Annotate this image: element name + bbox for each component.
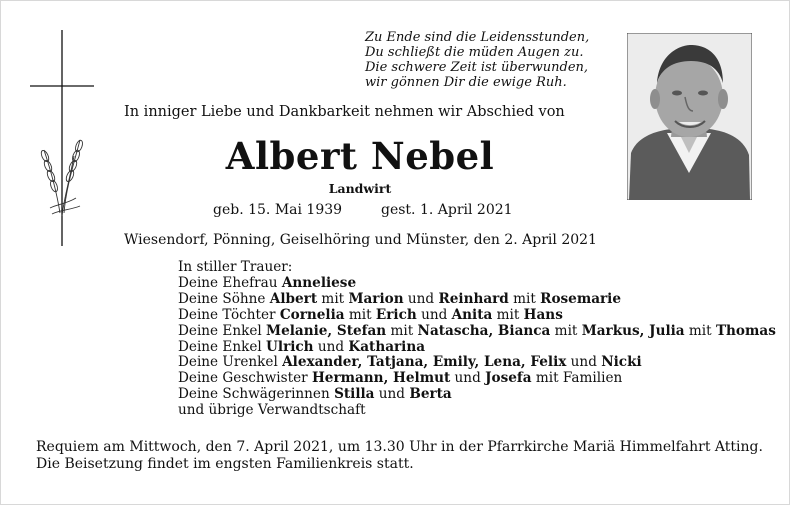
- mourner-relation: Deine Geschwister: [178, 370, 312, 387]
- mourner-line: [178, 292, 776, 308]
- mourner-name: Albert: [269, 290, 318, 307]
- mourner-name: Berta: [409, 386, 452, 403]
- poem-line: Die schwere Zeit ist überwunden,: [365, 60, 589, 75]
- deceased-occupation: Landwirt: [328, 181, 392, 196]
- mourners-list: [178, 260, 776, 419]
- mourner-relation: mit: [317, 290, 349, 307]
- mourner-relation: Deine Töchter: [178, 306, 280, 323]
- mourner-relation: und übrige Verwandtschaft: [178, 402, 366, 419]
- requiem-info: [36, 439, 763, 473]
- mourner-name: Anneliese: [281, 274, 357, 291]
- mourner-name: Nicki: [601, 354, 642, 371]
- mourner-lines: [178, 276, 776, 419]
- mourner-relation: Deine Enkel: [178, 322, 267, 339]
- mourner-relation: Deine Enkel: [178, 338, 267, 355]
- mourner-name: Cornelia: [279, 306, 345, 323]
- mourner-name: Katharina: [348, 338, 426, 355]
- requiem-line: Requiem am Mittwoch, den 7. April 2021, um 13.30 Uhr in der Pfarrkirche Mariä Himmelfahrt Atting.: [36, 439, 763, 455]
- mourner-relation: Deine Schwägerinnen: [178, 386, 335, 403]
- poem: [365, 30, 615, 90]
- mourner-name: Anita: [451, 306, 493, 323]
- mourner-line: [178, 403, 776, 419]
- mourner-name: Hans: [523, 306, 563, 323]
- mourner-relation: mit: [684, 322, 716, 339]
- mourner-line: [178, 387, 776, 403]
- mourner-name: Melanie, Stefan: [266, 322, 387, 339]
- mourner-relation: und: [450, 370, 486, 387]
- mourner-relation: und: [416, 306, 452, 323]
- poem-line: wir gönnen Dir die ewige Ruh.: [365, 75, 567, 90]
- mourner-relation: Deine Söhne: [178, 290, 270, 307]
- mourner-line: [178, 276, 776, 292]
- mourner-line: [178, 308, 776, 324]
- mourner-relation: und: [313, 338, 349, 355]
- mourner-name: Marion: [348, 290, 404, 307]
- mourner-line: [178, 371, 776, 387]
- mourner-name: Markus, Julia: [581, 322, 685, 339]
- mourner-name: Hermann, Helmut: [311, 370, 451, 387]
- poem-line: Zu Ende sind die Leidensstunden,: [365, 30, 590, 45]
- mourner-relation: und: [374, 386, 410, 403]
- mourner-relation: mit: [344, 306, 376, 323]
- mourner-line: [178, 355, 776, 371]
- mourner-name: Rosemarie: [540, 290, 621, 307]
- mourner-name: Ulrich: [266, 338, 314, 355]
- mourner-line: [178, 340, 776, 356]
- mourners-heading: In stiller Trauer:: [178, 259, 293, 275]
- mourner-relation: Deine Ehefrau: [178, 274, 282, 291]
- mourner-relation: mit: [492, 306, 524, 323]
- mourner-name: Alexander, Tatjana, Emily, Lena, Felix: [282, 354, 567, 371]
- mourner-relation: mit: [508, 290, 541, 307]
- place-and-date: Wiesendorf, Pönning, Geiselhöring und Münster, den 2. April 2021: [124, 232, 597, 248]
- mourner-name: Josefa: [485, 370, 532, 387]
- mourner-relation: mit: [386, 322, 418, 339]
- mourner-name: Reinhard: [438, 290, 509, 307]
- mourner-name: Natascha, Bianca: [417, 322, 551, 339]
- mourner-relation: Deine Urenkel: [178, 354, 283, 371]
- mourner-name: Thomas: [715, 322, 776, 339]
- deceased-name: Albert Nebel: [225, 134, 495, 178]
- mourner-relation: und: [566, 354, 602, 371]
- burial-line: Die Beisetzung findet im engsten Familienkreis statt.: [36, 456, 414, 472]
- intro-text: In inniger Liebe und Dankbarkeit nehmen wir Abschied von: [124, 104, 565, 120]
- mourner-name: Stilla: [334, 386, 375, 403]
- poem-line: Du schließt die müden Augen zu.: [365, 45, 584, 60]
- mourner-relation: und: [403, 290, 439, 307]
- death-date: gest. 1. April 2021: [381, 202, 513, 218]
- mourner-relation: mit Familien: [531, 370, 623, 387]
- birth-date: geb. 15. Mai 1939: [213, 202, 343, 218]
- mourner-relation: mit: [550, 322, 582, 339]
- mourner-name: Erich: [375, 306, 417, 323]
- mourner-line: [178, 324, 776, 340]
